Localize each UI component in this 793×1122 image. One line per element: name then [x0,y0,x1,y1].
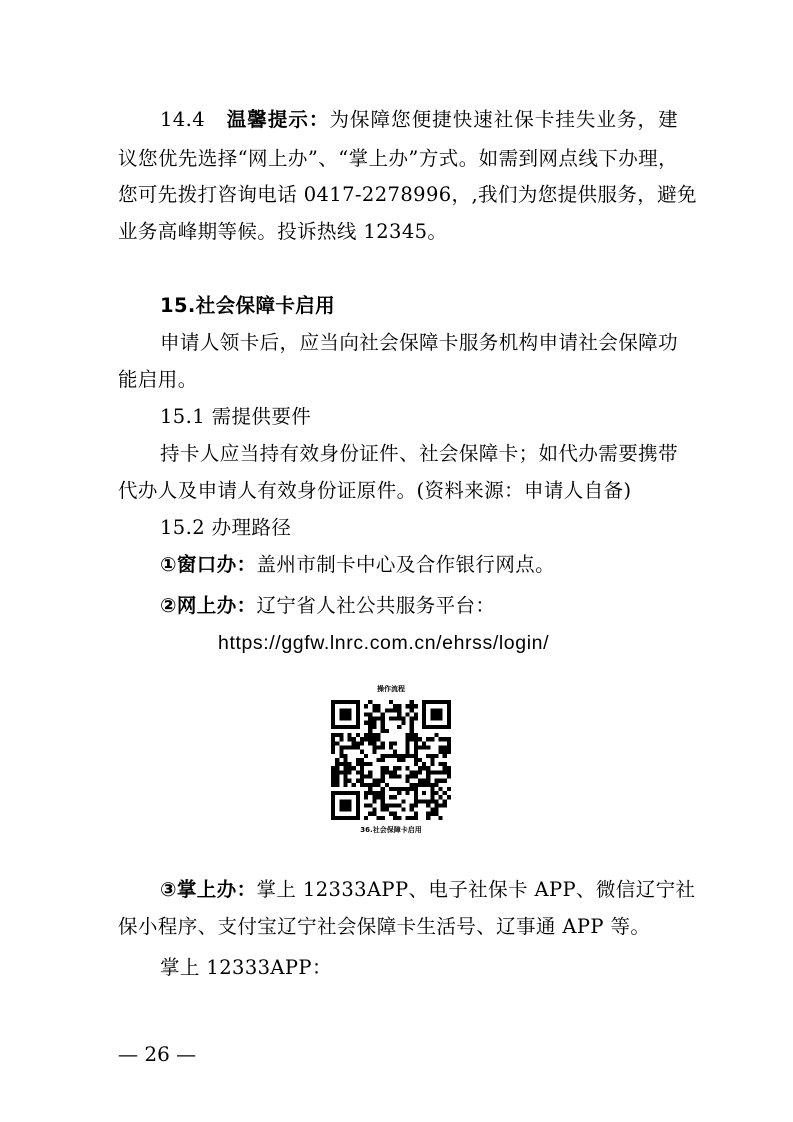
app-label: 掌上 12333APP： [160,956,332,979]
mobile-text: 掌上 12333APP、电子社保卡 APP、微信辽宁社 [256,878,696,901]
paragraph-line: 持卡人应当持有效身份证件、社会保障卡；如代办需要携带 [160,442,678,465]
tip-line-2: 议您优先选择“网上办”、“掌上办”方式。如需到网点线下办理， [118,147,678,170]
qr-caption: 36.社会保障卡启用 [360,826,422,834]
mobile-label: ③掌上办： [160,878,257,901]
mobile-path-line-1 [160,878,696,902]
tip-line-1 [160,108,678,132]
tip-text: 为保障您便捷快速社保卡挂失业务，建 [329,108,678,131]
online-text: 辽宁省人社公共服务平台： [256,594,496,617]
platform-url[interactable]: https://ggfw.lnrc.com.cn/ehrss/login/ [218,632,550,654]
mobile-path-line-2: 保小程序、支付宝辽宁社会保障卡生活号、辽事通 APP 等。 [118,915,651,938]
paragraph-line: 能启用。 [118,368,198,391]
tip-line-3: 您可先拨打咨询电话 0417-2278996，,我们为您提供服务，避免 [118,183,697,206]
window-path [160,553,678,577]
paragraph-line: 申请人领卡后，应当向社会保障卡服务机构申请社会保障功 [160,331,678,354]
page-number: — 26 — [118,1042,197,1066]
subsection-heading: 15.1 需提供要件 [160,405,312,428]
qr-title: 操作流程 [377,685,405,693]
tip-heading: 温馨提示： [226,108,330,131]
qr-code-block [326,684,456,836]
section-number: 14.4 [160,108,206,131]
window-label: ①窗口办： [160,553,257,576]
qr-code-image [331,700,451,820]
tip-line-4: 业务高峰期等候。投诉热线 12345。 [118,220,448,243]
subsection-heading: 15.2 办理路径 [160,516,292,539]
window-text: 盖州市制卡中心及合作银行网点。 [256,553,556,576]
online-path [160,594,678,618]
section-heading: 15.社会保障卡启用 [160,294,336,317]
paragraph-line: 代办人及申请人有效身份证原件。(资料来源：申请人自备) [118,479,632,502]
online-label: ②网上办： [160,594,257,617]
